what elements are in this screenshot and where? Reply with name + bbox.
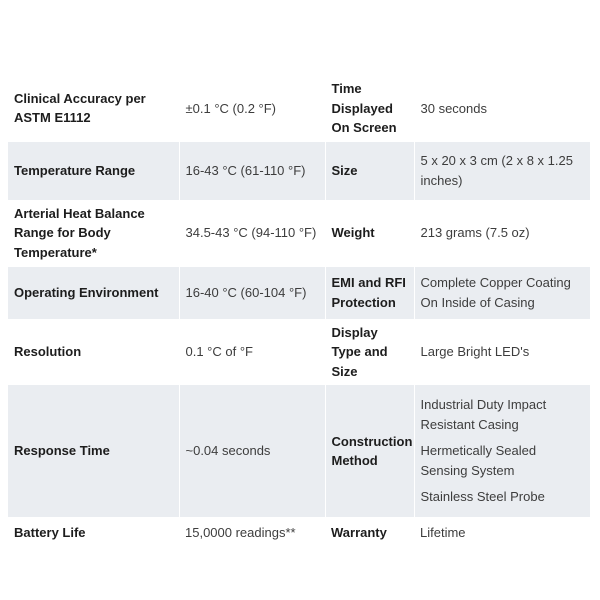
spec-value-warranty: Lifetime (414, 517, 590, 549)
table-row (8, 75, 590, 142)
spec-value-arterial-heat-balance: 34.5-43 °C (94-110 °F) (179, 200, 325, 267)
spec-value-response-time: ~0.04 seconds (179, 385, 325, 517)
spec-value-weight: 213 grams (7.5 oz) (414, 200, 590, 267)
spec-label-battery-life: Battery Life (8, 517, 179, 549)
spec-value-battery-life: 15,0000 readings** (179, 517, 325, 549)
spec-label-emi-rfi-protection: EMI and RFI Protection (325, 267, 414, 319)
table-row (8, 142, 590, 200)
spec-value-display-type-size: Large Bright LED's (414, 319, 590, 386)
spec-value-time-displayed: 30 seconds (414, 75, 590, 142)
spec-label-warranty: Warranty (325, 517, 414, 549)
table-row (8, 319, 590, 386)
spec-value-clinical-accuracy: ±0.1 °C (0.2 °F) (179, 75, 325, 142)
spec-label-construction-method: Construction Method (325, 385, 414, 517)
spec-label-display-type-size: Display Type and Size (325, 319, 414, 386)
spec-label-time-displayed: Time Displayed On Screen (325, 75, 414, 142)
specifications-table (8, 75, 591, 549)
spec-value-emi-rfi-protection: Complete Copper Coating On Inside of Casing (414, 267, 590, 319)
spec-value-construction-method (414, 385, 590, 517)
spec-label-temperature-range: Temperature Range (8, 142, 179, 200)
spec-label-size: Size (325, 142, 414, 200)
spec-value-size: 5 x 20 x 3 cm (2 x 8 x 1.25 inches) (414, 142, 590, 200)
construction-item: Stainless Steel Probe (420, 489, 545, 505)
spec-value-operating-environment: 16-40 °C (60-104 °F) (179, 267, 325, 319)
table-row (8, 200, 590, 267)
construction-item: Hermetically Sealed Sensing System (420, 443, 537, 478)
spec-value-temperature-range: 16-43 °C (61-110 °F) (179, 142, 325, 200)
spec-label-weight: Weight (325, 200, 414, 267)
spec-label-arterial-heat-balance: Arterial Heat Balance Range for Body Temperature* (8, 200, 179, 267)
spec-label-clinical-accuracy: Clinical Accuracy per ASTM E1112 (8, 75, 179, 142)
spec-label-operating-environment: Operating Environment (8, 267, 179, 319)
spec-value-resolution: 0.1 °C of °F (179, 319, 325, 386)
construction-item: Industrial Duty Impact Resistant Casing (420, 397, 547, 432)
spec-label-response-time: Response Time (8, 385, 179, 517)
table-row (8, 385, 590, 517)
table-row (8, 267, 590, 319)
table-row (8, 517, 590, 549)
spec-label-resolution: Resolution (8, 319, 179, 386)
